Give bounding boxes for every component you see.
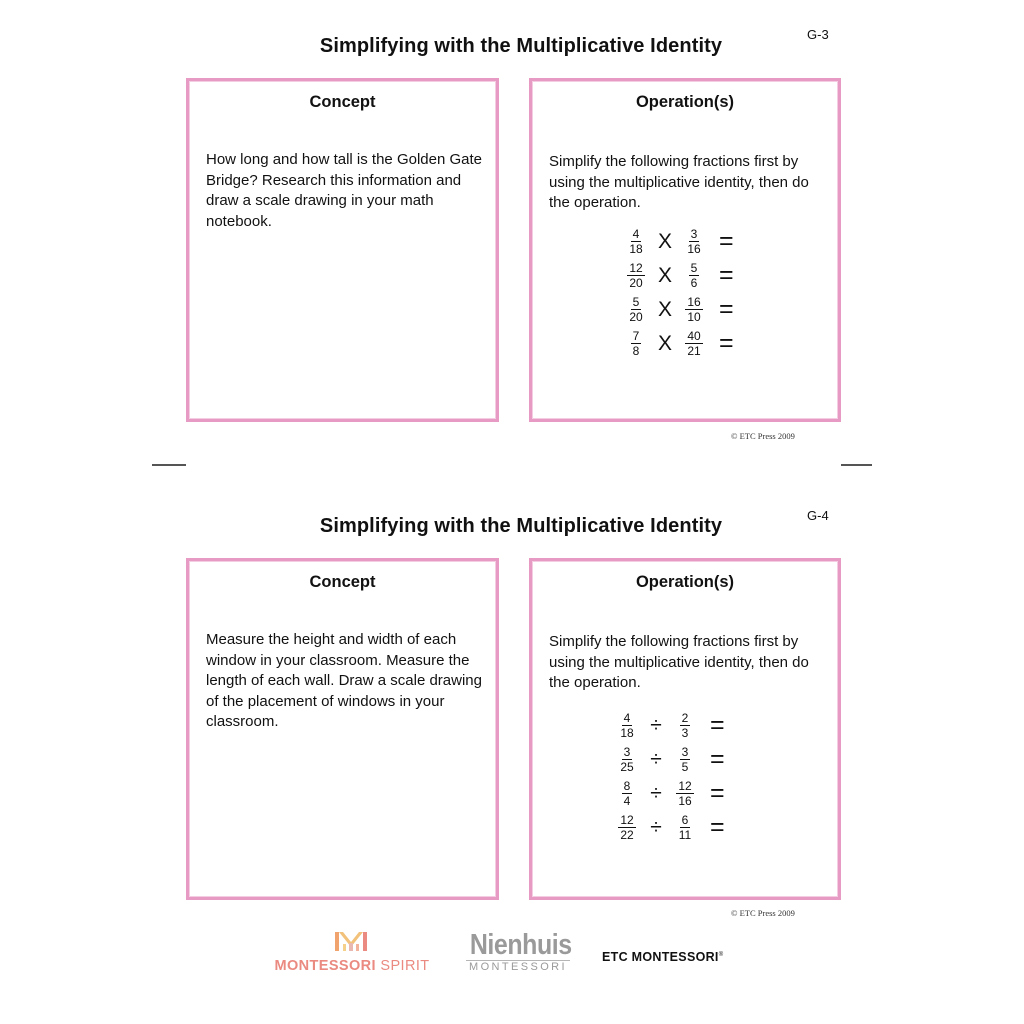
fraction: $\frac{40}{21}$ — [687, 328, 701, 358]
concept-text: How long and how tall is the Golden Gate Bridge? Research this information and draw a scale drawing in your math notebook. — [206, 151, 482, 230]
nienhuis-logo — [462, 930, 574, 982]
problem-row — [610, 742, 725, 776]
equals-sign: = — [710, 812, 725, 841]
problem-row — [610, 776, 725, 810]
fraction: $\frac{6}{11}$ — [678, 812, 692, 842]
equals-sign: = — [710, 778, 725, 807]
equals-sign: = — [710, 710, 725, 739]
montessori-spirit-wordmark: MONTESSORI SPIRIT — [274, 958, 430, 974]
equals-sign: = — [719, 294, 734, 323]
operator: ÷ — [650, 815, 662, 839]
problem-row — [619, 292, 734, 326]
nienhuis-subtitle: MONTESSORI — [466, 960, 570, 973]
concept-text: Measure the height and width of each window in your classroom. Measure the length of each wall. Draw a scale drawing of the placement of windows in your classroom. — [206, 631, 482, 730]
fraction: $\frac{4}{18}$ — [629, 226, 643, 256]
cut-mark-right — [841, 464, 872, 466]
problem-row — [619, 224, 734, 258]
operator: X — [657, 331, 672, 355]
problem-row — [619, 258, 734, 292]
operator: X — [657, 297, 672, 321]
brand-logos — [0, 928, 1024, 988]
fraction: $\frac{8}{4}$ — [623, 778, 631, 808]
operation-card — [529, 558, 841, 900]
fraction: $\frac{5}{20}$ — [629, 294, 643, 324]
problem-row — [619, 326, 734, 360]
operation-heading: Operation(s) — [635, 573, 735, 591]
equals-sign: = — [710, 744, 725, 773]
fraction: $\frac{7}{8}$ — [632, 328, 640, 358]
copyright-text: © ETC Press 2009 — [731, 431, 795, 441]
nienhuis-wordmark: Nienhuis — [469, 929, 572, 961]
operation-heading: Operation(s) — [635, 93, 735, 111]
card-code: G-3 — [807, 27, 829, 42]
operation-text: Simplify the following fractions first by using the multiplicative identity, then do the operation. — [549, 153, 809, 211]
equals-sign: = — [719, 328, 734, 357]
concept-card — [186, 558, 499, 900]
operation-text: Simplify the following fractions first by using the multiplicative identity, then do the operation. — [549, 633, 809, 691]
problem-row — [610, 708, 725, 742]
fraction: $\frac{3}{25}$ — [620, 744, 634, 774]
equals-sign: = — [719, 260, 734, 289]
copyright-text: © ETC Press 2009 — [731, 908, 795, 918]
operator: X — [657, 229, 672, 253]
concept-heading: Concept — [309, 93, 376, 111]
fraction: $\frac{4}{18}$ — [620, 710, 634, 740]
equals-sign: = — [719, 226, 734, 255]
etc-montessori-logo: ETC MONTESSORI® — [602, 950, 724, 964]
fraction: $\frac{2}{3}$ — [681, 710, 689, 740]
cut-mark-left — [152, 464, 186, 466]
sheet-title: Simplifying with the Multiplicative Identity — [319, 35, 723, 57]
operator: ÷ — [650, 713, 662, 737]
fraction: $\frac{16}{10}$ — [687, 294, 701, 324]
operation-card — [529, 78, 841, 422]
sheet-title: Simplifying with the Multiplicative Identity — [319, 515, 723, 537]
problem-row — [610, 810, 725, 844]
card-code: G-4 — [807, 508, 829, 523]
operator: ÷ — [650, 747, 662, 771]
fraction: $\frac{5}{6}$ — [690, 260, 698, 290]
operator: ÷ — [650, 781, 662, 805]
fraction: $\frac{3}{16}$ — [687, 226, 701, 256]
fraction: $\frac{12}{20}$ — [629, 260, 643, 290]
operator: X — [657, 263, 672, 287]
fraction: $\frac{3}{5}$ — [681, 744, 689, 774]
fraction: $\frac{12}{16}$ — [678, 778, 692, 808]
fraction: $\frac{12}{22}$ — [620, 812, 634, 842]
concept-heading: Concept — [309, 573, 376, 591]
montessori-spirit-m-logo — [334, 930, 368, 952]
concept-card — [186, 78, 499, 422]
montessori-spirit-logo — [262, 928, 442, 982]
